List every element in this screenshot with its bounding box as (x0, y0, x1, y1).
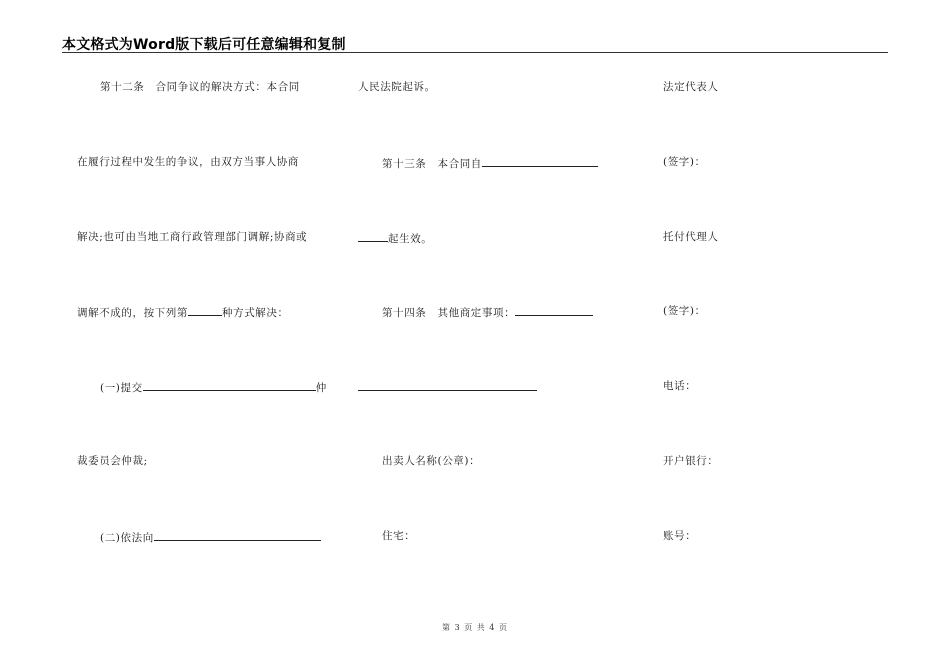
document-header-title: 本文格式为Word版下载后可任意编辑和复制 (62, 37, 346, 53)
col2-line-3 (358, 230, 432, 246)
col1-line-4 (77, 304, 289, 320)
col1-line-1: 第十二条 合同争议的解决方式：本合同 (100, 81, 300, 93)
col2-line-2-text: 第十三条 本合同自 (382, 158, 482, 170)
col1-line-7-text-a: (二)依法向 (100, 532, 154, 544)
col1-line-4-text-a: 调解不成的，按下列第 (77, 307, 188, 319)
col3-line-4: (签字)： (663, 305, 706, 317)
col1-line-2: 在履行过程中发生的争议，由双方当事人协商 (77, 156, 299, 168)
col1-line-5-text-a: (一)提交 (100, 382, 143, 394)
page-number: 第 3 页 共 4 页 (442, 623, 508, 632)
col2-line-5 (358, 379, 537, 395)
col3-line-7: 账号： (663, 530, 697, 542)
col1-line-4-text-b: 种方式解决： (222, 307, 289, 319)
col1-line-5 (100, 379, 327, 395)
court-name-blank (154, 529, 321, 541)
col3-line-3: 托付代理人 (663, 231, 719, 243)
other-matters-blank (515, 304, 593, 316)
col3-line-1: 法定代表人 (663, 81, 719, 93)
col3-line-2: (签字)： (663, 156, 706, 168)
col3-line-6: 开户银行： (663, 455, 719, 467)
col2-line-3-text: 起生效。 (388, 233, 433, 245)
col1-line-6: 裁委员会仲裁; (77, 455, 148, 467)
col2-line-4 (382, 304, 593, 320)
col2-line-7: 住宅： (382, 530, 416, 542)
method-number-blank (188, 304, 222, 316)
col1-line-3: 解决;也可由当地工商行政管理部门调解;协商或 (77, 231, 308, 243)
col1-line-5-text-b: 仲 (315, 382, 327, 394)
col3-line-5: 电话： (663, 380, 697, 392)
col2-line-6: 出卖人名称(公章)： (382, 455, 481, 467)
arbitration-committee-blank (143, 379, 316, 391)
col2-line-1: 人民法院起诉。 (358, 81, 436, 93)
header-divider (62, 52, 888, 53)
col2-line-4-text: 第十四条 其他商定事项： (382, 307, 516, 319)
effective-date-blank (482, 155, 598, 167)
col1-line-7 (100, 529, 321, 545)
other-matters-blank-2 (358, 379, 537, 391)
effective-date-blank-2 (358, 230, 388, 242)
col2-line-2 (382, 155, 598, 171)
